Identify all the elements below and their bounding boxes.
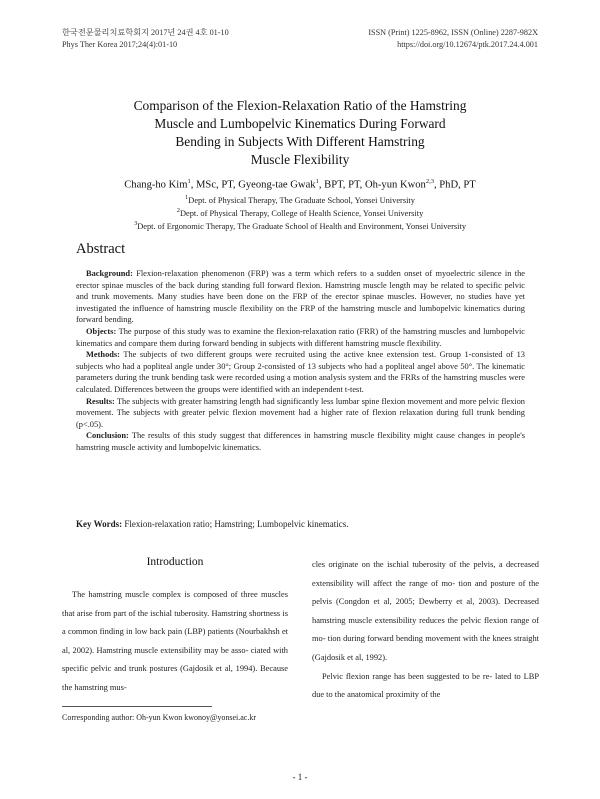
abstract-methods (76, 349, 525, 395)
abstract-heading: Abstract (76, 241, 126, 257)
issn-line: ISSN (Print) 1225-8962, ISSN (Online) 2287-982X (368, 28, 538, 37)
author-degrees: , BPT, PT, (318, 179, 365, 191)
author-name: Gyeong-tae Gwak (238, 179, 316, 191)
title-line: Bending in Subjects With Different Hamstring (175, 134, 425, 149)
abstract-conclusion (76, 430, 525, 453)
title-line: Muscle and Lumbopelvic Kinematics During Forward (154, 116, 446, 131)
section-text: Flexion-relaxation phenomenon (FRP) was a term which refers to a sudden onset of myoelectric silence in the erector spinae muscles of the back during standing full forward flexion. Hamstring muscle length may be related to specific pelvic and trunk movements. Many studies have been done on the FRP of the erector spinae muscles. However, no studies have yet investigated the influence of hamstring muscle flexibility on the FRP of the hamstring muscle and lumbopelvic kinematics during forward bending. (76, 269, 525, 325)
section-label: Background: (86, 269, 133, 278)
author-name: Oh-yun Kwon (364, 179, 426, 191)
section-label: Results: (86, 396, 115, 406)
section-label: Methods: (86, 350, 120, 360)
section-label: Conclusion: (86, 431, 129, 441)
introduction-paragraph: Pelvic flexion range has been suggested to be re- lated to LBP due to the anatomical proximity of the (312, 671, 539, 700)
section-label: Objects: (86, 326, 117, 336)
keywords-label: Key Words: (76, 519, 123, 529)
running-header-right (368, 27, 538, 51)
affiliation-text: Dept. of Physical Therapy, The Graduate School, Yonsei University (188, 195, 415, 205)
affiliation-2 (40, 207, 560, 218)
corresponding-author-footnote: Corresponding author: Oh-yun Kwon kwonoy@yonsei.ac.kr (62, 713, 257, 722)
footnote-rule (62, 706, 212, 707)
author-name: Chang-ho Kim (124, 179, 188, 191)
doi-link[interactable]: https://doi.org/10.12674/ptk.2017.24.4.001 (397, 40, 538, 49)
paper-title (60, 97, 540, 169)
affiliation-sup: 1 (185, 194, 189, 201)
abstract-results (76, 396, 525, 431)
author-degrees: , MSc, PT, (190, 179, 239, 191)
section-text: The subjects of two different groups were recruited using the active knee extension test. Group 1-consisted of 13 subjects who had a popliteal angle under 30°; Group 2-consisted of 13 subjects who had a popliteal angel above 50°. The kinematic parameters during the trunk bending task were recorded using a motion analysis system and the FRRs of the hamstring muscles were calculated. Differences between the groups were identified with an independent t-test. (76, 350, 525, 394)
author-affil-sup: 1 (187, 178, 191, 185)
author-affil-sup: 2,3 (425, 178, 434, 185)
introduction-paragraph: The hamstring muscle complex is composed of three muscles that arise from part of the ischial tuberosity. Hamstring shortness is a common finding in low back pain (LBP) patients (Nourbakhsh et al, 2002). Hamstring muscle extensibility may be asso- ciated with specific pelvic and trunk postures (Gajdosik et al, 1994). Because the hamstring mus- (62, 590, 288, 692)
section-text: The results of this study suggest that differences in hamstring muscle flexibility might cause changes in people's hamstring muscle activity and lumbopelvic kinematics. (76, 431, 525, 452)
abstract-background (76, 268, 525, 326)
affiliation-sup: 3 (133, 220, 138, 227)
abstract-body (76, 268, 525, 454)
affiliation-text: Dept. of Ergonomic Therapy, The Graduate School of Health and Environment, Yonsei University (137, 221, 467, 231)
introduction-left-column (62, 556, 288, 698)
affiliation-text: Dept. of Physical Therapy, College of Health Science, Yonsei University (179, 208, 424, 218)
running-header-left (62, 27, 229, 51)
title-line: Comparison of the Flexion-Relaxation Ratio of the Hamstring (133, 98, 467, 113)
author-list (40, 178, 560, 191)
page-number: - 1 - (292, 772, 308, 782)
journal-citation: Phys Ther Korea 2017;24(4):01-10 (62, 40, 178, 49)
keywords (76, 519, 525, 529)
affiliation-1 (40, 194, 560, 205)
introduction-heading: Introduction (146, 556, 204, 568)
author-affil-sup: 1 (315, 178, 319, 185)
introduction-paragraph-continued: cles originate on the ischial tuberosity of the pelvis, a decreased extensibility will affect the range of mo- tion and posture of the pelvis (Congdon et al, 2005; Dewberry et al, 2003). Decreased hamstring muscle extensibility reduces the pelvic flexion range of mo- tion during forward bending movement with the knees straight (Gajdosik et al, 1992). (312, 560, 539, 662)
section-text: The purpose of this study was to examine the flexion-relaxation ratio (FRR) of the hamstring muscles and lumbopelvic kinematics and compare them during forward bending in subjects with different hamstring muscle flexibility. (76, 326, 525, 348)
abstract-objects (76, 326, 525, 349)
affiliation-3 (40, 220, 560, 231)
author-degrees: , PhD, PT (433, 179, 476, 191)
journal-korean-title: 한국전문물리치료학회지 2017년 24권 4호 01-10 (62, 28, 229, 37)
keywords-text: Flexion-relaxation ratio; Hamstring; Lumbopelvic kinematics. (122, 519, 349, 529)
title-line: Muscle Flexibility (250, 152, 350, 167)
introduction-right-column (312, 556, 539, 705)
section-text: The subjects with greater hamstring length had significantly less lumbar spine flexion movement and more pelvic flexion movement. The subjects with greater pelvic flexion movement had a higher rate of flexion relaxation during full trunk bending (p<.05). (76, 396, 525, 429)
affiliation-sup: 2 (176, 207, 180, 214)
